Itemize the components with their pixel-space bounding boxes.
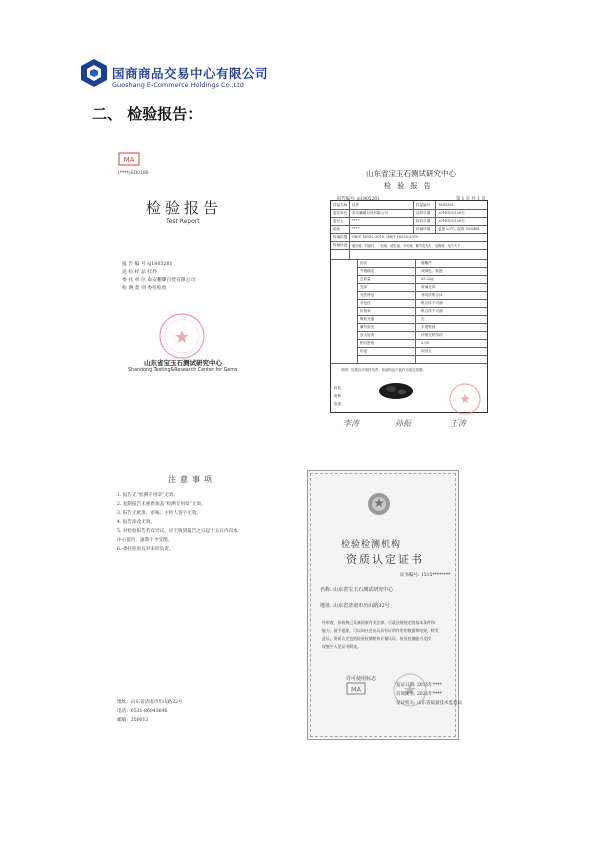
report-row-value: 泰安鹏耀百货有限公司 (352, 211, 388, 215)
signature-label: 审核 (334, 394, 342, 398)
certificate-subtitle: 资质认定证书 (346, 553, 424, 566)
result-label: 相对密度 (360, 341, 375, 345)
report-org: 山东省宝玉石测试研究中心 (366, 169, 456, 178)
report-row-label: 送样日期 (416, 211, 431, 215)
certificate-title: 检验检测机构 (341, 540, 402, 550)
report-row-label: 检测设备 (333, 243, 348, 247)
result-value: 纤维交织结构 (421, 333, 443, 337)
certificate-body: 权签字人见证书附表。 (322, 644, 361, 649)
signature-label: 批准 (334, 402, 342, 406)
report-footnote: 说明：结果仅对来样负责；检测结论不能作为鉴定依据。 (341, 368, 426, 372)
certificate-body: 经审查，你机构已具备国家有关法律、行政法规规定的基本条件和 (322, 620, 435, 625)
result-label: 紫外荧光 (360, 325, 375, 329)
certificate-name: 名称: 山东省宝玉石测试研究中心 (320, 587, 394, 593)
report-row-value: 2018年5月28日 (438, 219, 465, 223)
company-name-cn: 国商商品交易中心有限公司 (112, 66, 269, 81)
result-label: 折射率 (360, 309, 371, 313)
report-row-label: 委托单位 (333, 211, 348, 215)
section-title: 二、 检验报告： (92, 105, 203, 123)
result-value: 集合体不可测 (421, 301, 443, 305)
cover-org-cn: 山东省宝玉石测试研究中心 (144, 359, 222, 367)
cover-title: 检验报告 (146, 199, 223, 217)
report-row-value: 温度 22℃, 湿度 55%RH (438, 227, 480, 231)
note-item: 1. 报告无“检测专用章”无效。 (117, 493, 179, 498)
national-emblem-icon (366, 492, 392, 516)
result-label: 总质量 (360, 277, 371, 281)
cover-field-report-no: 报 告 编 号 sj1805281 (122, 262, 173, 267)
result-label: 结论 (360, 349, 368, 353)
cover-subtitle: Test Report (166, 218, 200, 225)
result-value: 非均质集合体 (421, 293, 443, 297)
note-item: 4. 报告涂改无效。 (117, 520, 156, 525)
result-label: 吸收光谱 (360, 317, 375, 321)
address-line: 邮编：250013 (117, 718, 149, 723)
result-value: 集合体不可测 (421, 309, 443, 313)
result-label: 外观描述 (360, 269, 375, 273)
result-value: 玻璃光泽 (421, 285, 436, 289)
result-value: 2.95 (421, 341, 430, 345)
certificate-body: 此证。资质认定包括检验检测机构计量认证，检验检测能力及授 (322, 636, 431, 641)
handwritten-signature: 李涛 (343, 419, 359, 428)
report-row-value: 1805281 (438, 203, 455, 207)
report-number: 报告编号: sj1805281 (337, 197, 380, 202)
result-label: 放大检查 (360, 333, 375, 337)
cma-caption: (****)SD0186 (118, 171, 149, 176)
address-line: 地址：山东省济南市历山路32号 (117, 700, 183, 705)
company-name-en: Guoshang E-Commerce Holdings Co.,Ltd (112, 81, 244, 89)
result-value: 55.32g (421, 277, 434, 281)
report-row-value: **** (352, 227, 360, 231)
cert-date: 发证机关: 山东省质量技术监督局 (396, 701, 462, 706)
red-seal-stamp (158, 312, 206, 360)
result-value: 未观察到 (421, 325, 436, 329)
gem-photo (376, 379, 416, 401)
report-page: 第 1 页 共 1 页 (456, 197, 486, 202)
cover-field-type: 检 测 类 别 委托检验 (122, 286, 167, 291)
cma-mark-icon (118, 152, 140, 170)
report-row-value: 挂件 (352, 203, 360, 207)
note-item: 3. 报告无批准、审核、主检人签字无效。 (117, 511, 201, 516)
cover-field-client: 委 托 单 位 泰安鹏耀百货有限公司 (122, 278, 196, 283)
note-item: 2. 复制报告未重新加盖“检测专用章”无效。 (117, 502, 206, 507)
report-row-label: 检测依据 (333, 235, 348, 239)
result-value: 镂雕件 (421, 261, 432, 265)
result-label: 形状 (360, 261, 368, 265)
cert-date: 发证日期: 2015年**** (396, 683, 442, 688)
report-title: 检 验 报 告 (384, 182, 433, 190)
note-item: 中心提出，逾期不予受理。 (117, 538, 173, 543)
result-value: 和田玉 (421, 349, 432, 353)
result-label: 光性特征 (360, 293, 375, 297)
cert-date: 有效期至: 2021年**** (396, 692, 442, 697)
mark-label: 许可使用标志 (346, 676, 377, 682)
result-value: 深绿色、微透 (421, 269, 443, 273)
svg-text:MA: MA (123, 156, 135, 164)
address-line: 电话：0531-86945646 (117, 709, 168, 714)
certificate-body: 能力，现予批准，可以向社会出具具有证明作用的数据和结果，特发 (322, 628, 439, 633)
notes-title: 注意事项 (168, 475, 216, 484)
report-row-label: 检测环境 (416, 227, 431, 231)
report-row-value: **** (352, 219, 360, 223)
note-item: 5. 对检验报告若有异议，应于收到报告之日起十五日内向本 (117, 529, 238, 534)
svg-text:MA: MA (350, 685, 362, 694)
company-logo (80, 58, 108, 88)
signature-label: 检验 (334, 386, 342, 390)
report-row-label: 样品编号 (416, 203, 431, 207)
cma-mark-icon (346, 682, 366, 698)
report-row-label: 地址 (333, 227, 341, 231)
report-row-label: 样品名称 (333, 203, 348, 207)
result-value: 无 (421, 317, 425, 321)
cover-org-en: Shandong Testing&Research Center for Gems (128, 368, 238, 373)
report-row-label: 检验日期 (416, 219, 431, 223)
note-item: 6. 委托检验仅对来样负责。 (117, 547, 174, 552)
result-label: 多色性 (360, 301, 371, 305)
report-row-value: 2018年5月28日 (438, 211, 465, 215)
cover-field-sample: 送 检 样 品 挂件 (122, 270, 157, 275)
handwritten-signature: 孙振 (395, 419, 411, 428)
result-label: 光泽 (360, 285, 368, 289)
certificate-address: 地址: 山东省济南市历山路32号 (320, 603, 390, 609)
report-row-value: GB/T 16552-2010, GB/T 16553-2010 (352, 235, 419, 239)
certificate-number: 证书编号: 1515******** (400, 573, 451, 578)
report-row-label: 委托人 (333, 219, 344, 223)
report-row-value: 偏光镜、折射仪、二色镜、滤色镜、分光镜、紫外荧光灯、显微镜、电子天平 (352, 244, 461, 248)
red-seal-stamp (448, 382, 482, 416)
handwritten-signature: 王涛 (450, 419, 466, 428)
